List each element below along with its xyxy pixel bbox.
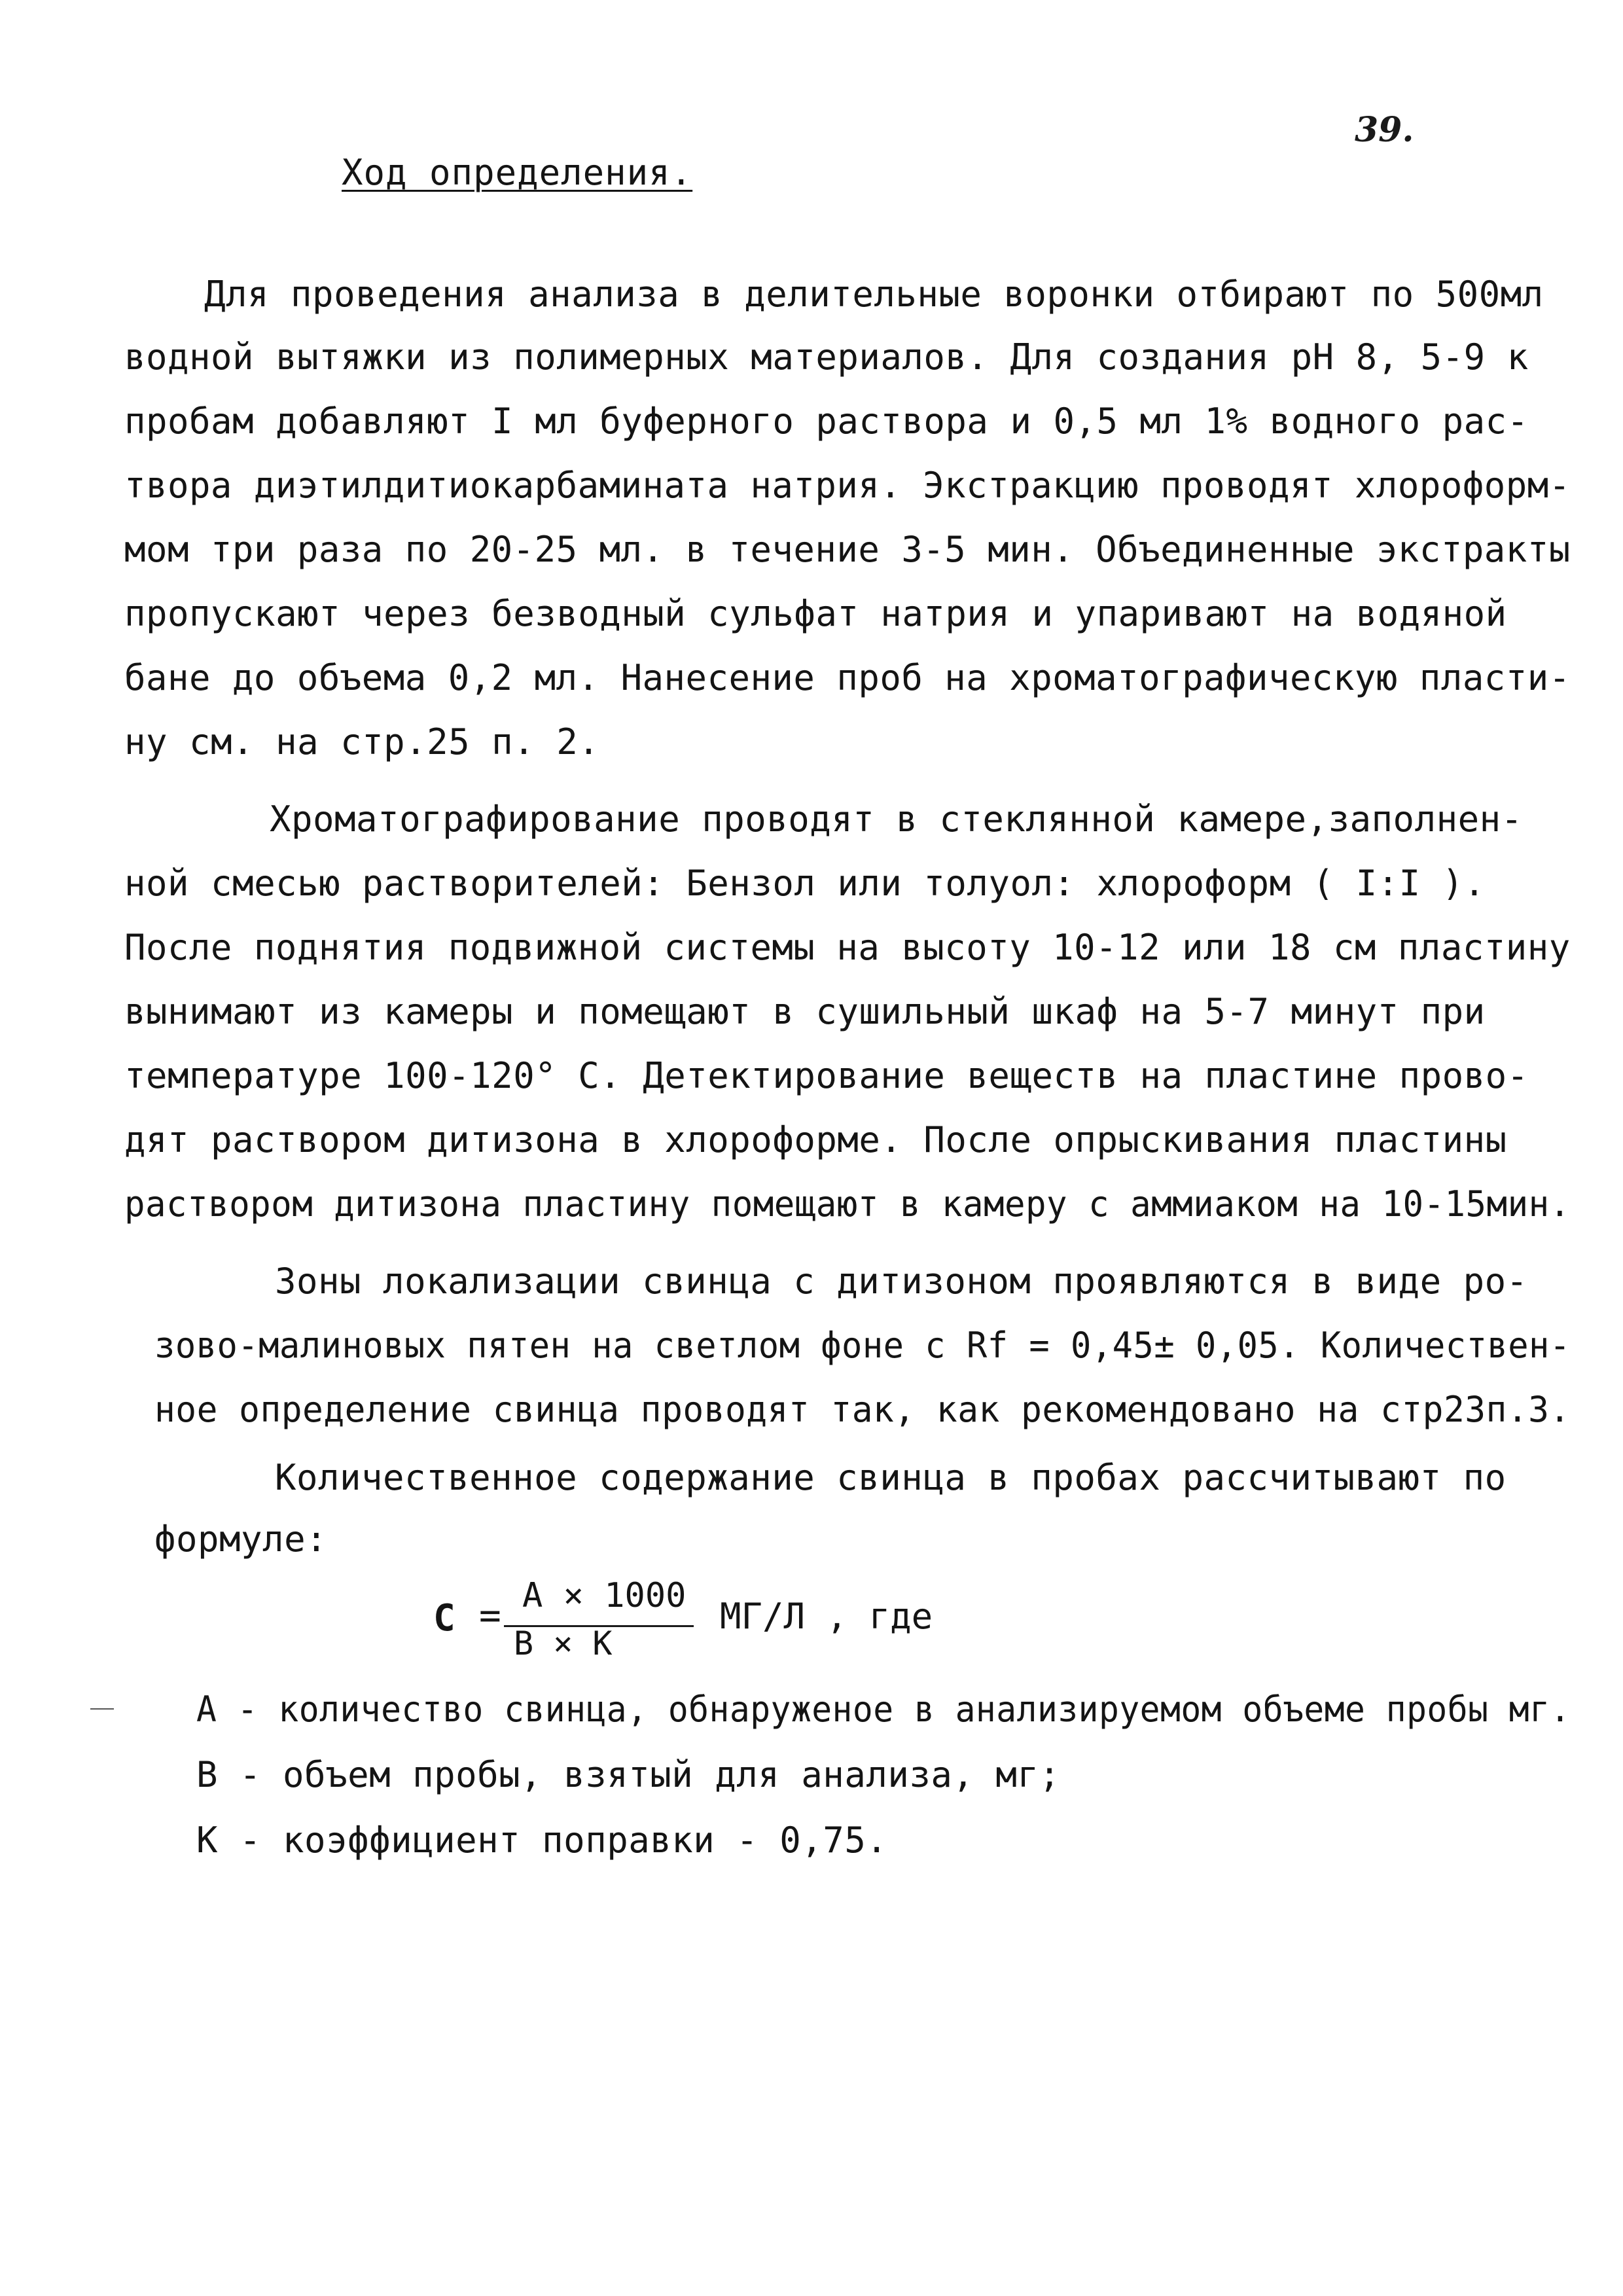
text-line: Количественное содержание свинца в пробах рассчитывают по [275, 1457, 1507, 1498]
formula-equals: = [479, 1594, 501, 1637]
formula-denominator: В × К [514, 1624, 613, 1662]
text-line: ну см. на стр.25 п. 2. [124, 721, 600, 762]
text-line: водной вытяжки из полимерных материалов. Для создания pH 8, 5-9 к [124, 336, 1529, 378]
text-line: ное определение свинца проводят так, как рекомендовано на стр23п.3. [154, 1389, 1571, 1430]
formula-numerator: А × 1000 [522, 1576, 687, 1615]
text-line: зово-малиновых пятен на светлом фоне с Rf = 0,45± 0,05. Количествен- [154, 1325, 1571, 1366]
section-heading: Ход определения. [342, 152, 693, 193]
text-line: ной смесью растворителей: Бензол или толуол: хлороформ ( I:I ). [124, 863, 1486, 904]
text-line: Хроматографирование проводят в стеклянной камере,заполнен- [270, 798, 1523, 840]
page-number: 39. [1355, 110, 1414, 150]
text-line: мом три раза по 20-25 мл. в течение 3-5 мин. Объединенные экстракты [124, 529, 1571, 570]
text-line: дят раствором дитизона в хлороформе. После опрыскивания пластины [124, 1119, 1507, 1160]
text-line: После поднятия подвижной системы на высоту 10-12 или 18 см пластину [124, 927, 1571, 968]
text-line: температуре 100-120° С. Детектирование веществ на пластине прово- [124, 1055, 1529, 1096]
formula-lhs: С [433, 1597, 455, 1640]
text-line: пробам добавляют I мл буферного раствора и 0,5 мл 1% водного рас- [124, 401, 1529, 442]
text-line: твора диэтилдитиокарбамината натрия. Экстракцию проводят хлороформ- [124, 465, 1571, 506]
text-line: бане до объема 0,2 мл. Нанесение проб на хроматографическую пласти- [124, 657, 1571, 698]
definition-line: К - коэффициент поправки - 0,75. [196, 1820, 888, 1861]
text-line: Зоны локализации свинца с дитизоном проявляются в виде ро- [275, 1261, 1528, 1302]
text-line: Для проведения анализа в делительные воронки отбирают по 500мл [204, 274, 1544, 315]
text-line: раствором дитизона пластину помещают в камеру с аммиаком на 10-15мин. [124, 1183, 1571, 1225]
definition-line: В - объем пробы, взятый для анализа, мг; [196, 1754, 1061, 1795]
formula-units: МГ/Л , где [720, 1596, 933, 1637]
text-line: формуле: [154, 1518, 328, 1560]
text-line: пропускают через безводный сульфат натрия и упаривают на водяной [124, 593, 1507, 634]
formula [432, 1564, 1152, 1662]
text-line: вынимают из камеры и помещают в сушильный шкаф на 5-7 минут при [124, 991, 1486, 1032]
margin-mark [90, 1708, 114, 1710]
definition-line: А - количество свинца, обнаруженое в анализируемом объеме пробы мг. [196, 1689, 1571, 1730]
